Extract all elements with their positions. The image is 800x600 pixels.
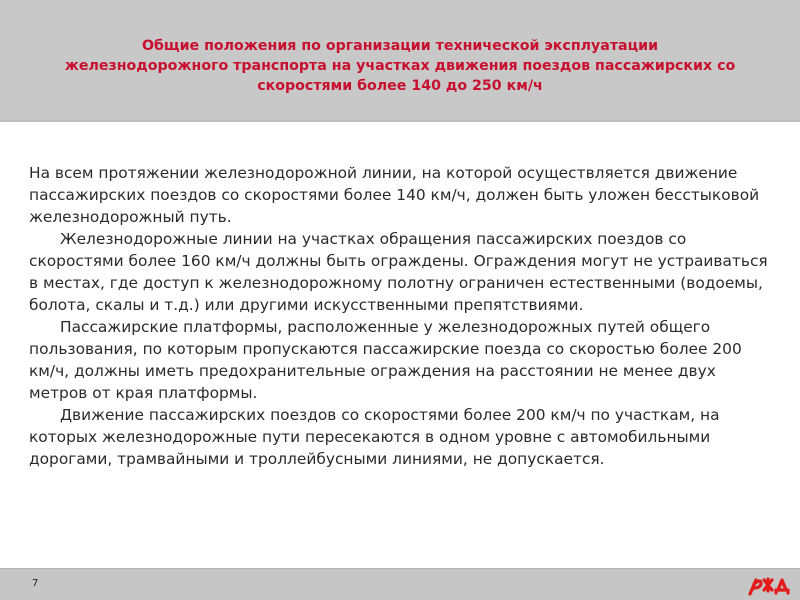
paragraph-3: Пассажирские платформы, расположенные у железнодорожных путей общего пользования, по которым пропускаются пассажирские поезда со скоростью более 200 км/ч, должны иметь предохранительные ограждения на расстоянии не менее двух метров от края платформы. bbox=[29, 318, 742, 402]
footer-divider bbox=[0, 568, 800, 569]
paragraph-4: Движение пассажирских поездов со скоростями более 200 км/ч по участкам, на которых железнодорожные пути пересекаются в одном уровне с автомобильными дорогами, трамвайными и троллейбусными линиями, не допускается. bbox=[29, 406, 720, 468]
rzd-logo-icon bbox=[747, 574, 791, 596]
slide-footer bbox=[0, 568, 800, 600]
body-text bbox=[29, 162, 769, 470]
paragraph-1: На всем протяжении железнодорожной линии, на которой осуществляется движение пассажирских поездов со скоростями более 140 км/ч, должен быть уложен бесстыковой железнодорожный путь. bbox=[29, 164, 760, 226]
slide-title: Общие положения по организации технической эксплуатации железнодорожного транспорта на участках движения поездов пассажирских со скоростями более 140 до 250 км/ч bbox=[64, 38, 736, 94]
page-number: 7 bbox=[32, 578, 39, 589]
paragraph-2: Железнодорожные линии на участках обращения пассажирских поездов со скоростями более 160 км/ч должны быть ограждены. Ограждения могут не устраиваться в местах, где доступ к железнодорожному полотну ограничен естественными (водоемы, болота, скалы и т.д.) или другими искусственными препятствиями. bbox=[29, 230, 768, 314]
slide-content bbox=[0, 122, 800, 568]
